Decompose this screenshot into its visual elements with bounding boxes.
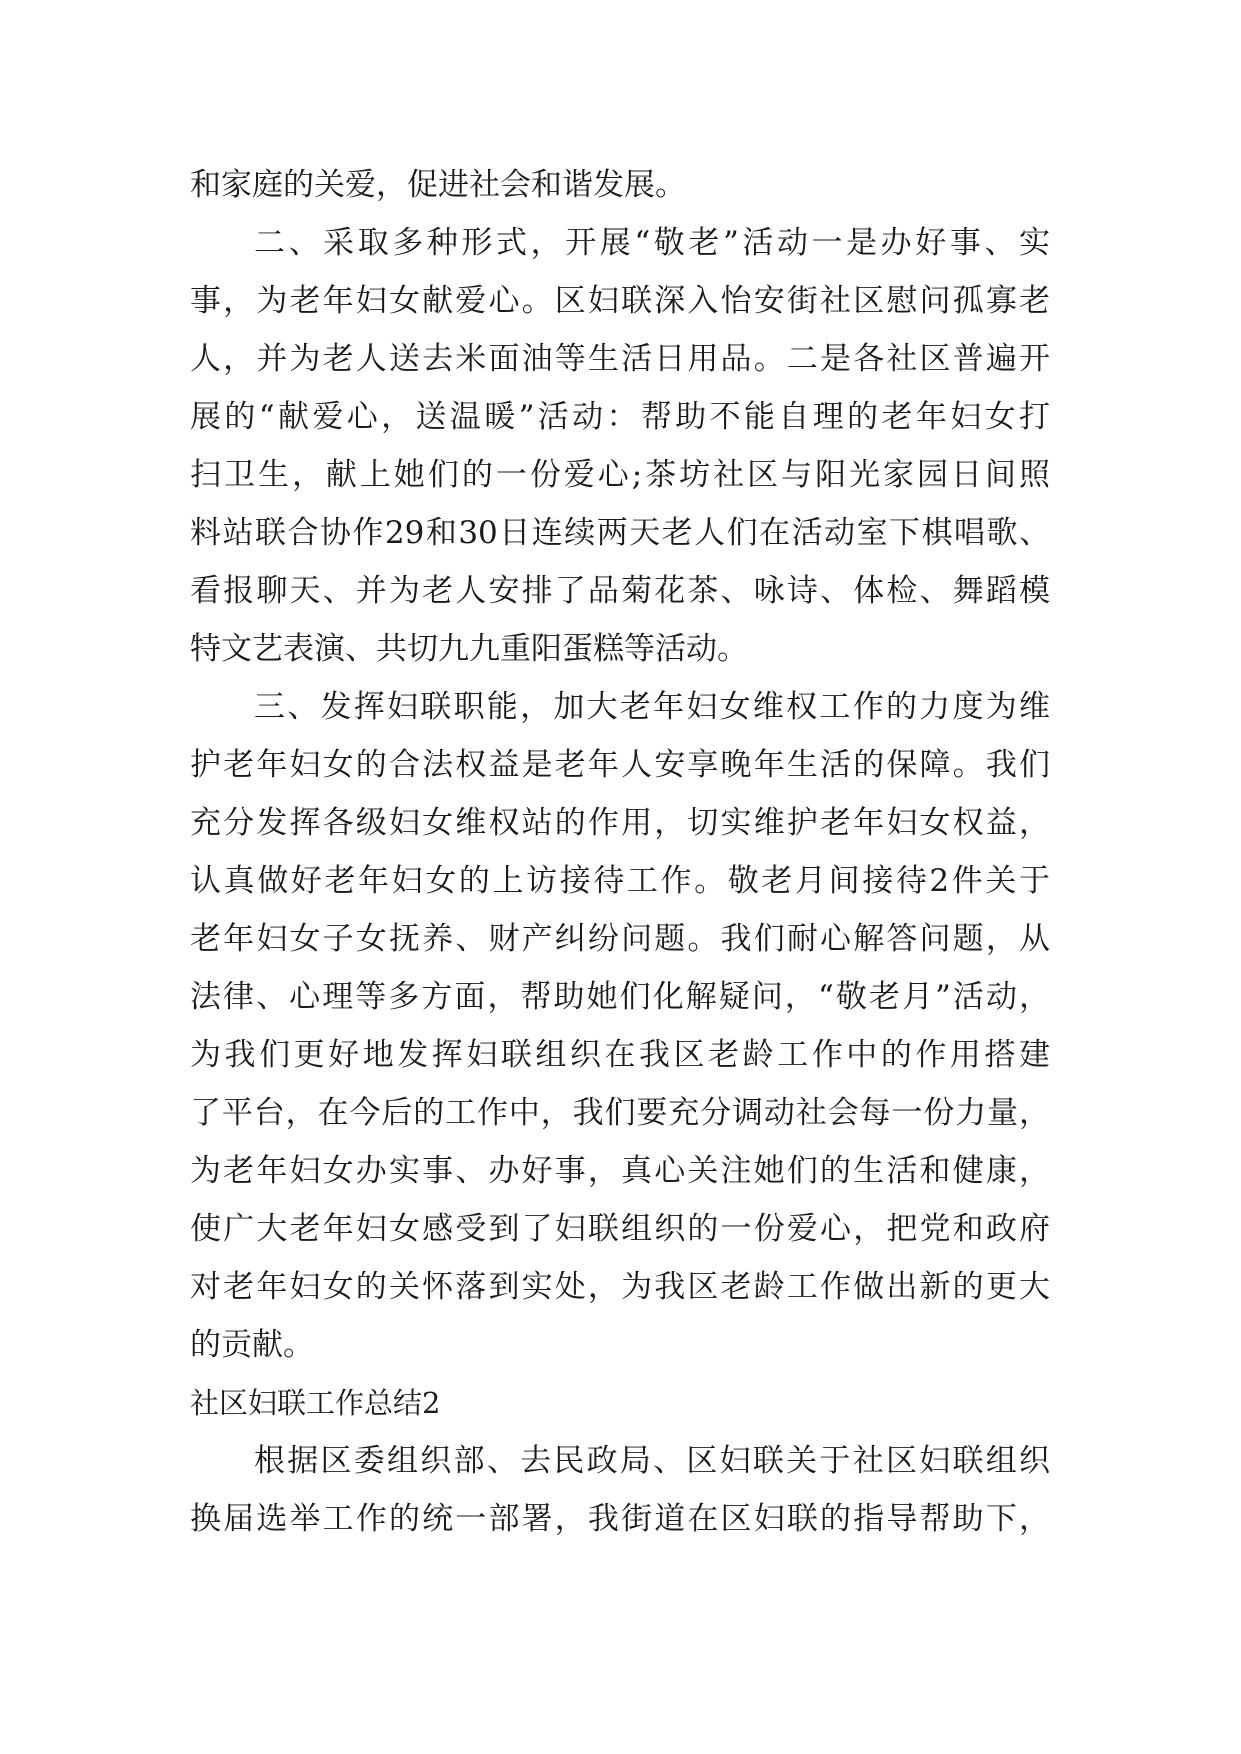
text-line: 的贡献。 [190,1327,314,1363]
text-line: 料站联合协作29和30日连续两天老人们在活动室下棋唱歌、 [190,515,1050,551]
text-line: 为我们更好地发挥妇联组织在我区老龄工作中的作用搭建 [190,1037,1050,1073]
text-line: 换届选举工作的统一部署，我街道在区妇联的指导帮助下， [190,1501,1050,1537]
document-body [190,156,1050,1548]
text-line: 使广大老年妇女感受到了妇联组织的一份爱心，把党和政府 [190,1211,1050,1247]
text-line: 展的“献爱心，送温暖”活动：帮助不能自理的老年妇女打 [190,399,1050,435]
text-line: 对老年妇女的关怀落到实处，为我区老龄工作做出新的更大 [190,1269,1050,1305]
text-line: 为老年妇女办实事、办好事，真心关注她们的生活和健康， [190,1153,1050,1189]
text-line: 特文艺表演、共切九九重阳蛋糕等活动。 [190,631,748,667]
text-line: 扫卫生，献上她们的一份爱心;茶坊社区与阳光家园日间照 [190,457,1050,493]
text-line: 三、发挥妇联职能，加大老年妇女维权工作的力度为维 [254,689,1050,725]
section-heading: 社区妇联工作总结2 [190,1386,441,1420]
text-line: 看报聊天、并为老人安排了品菊花茶、咏诗、体检、舞蹈模 [190,573,1050,609]
text-line: 老年妇女子女抚养、财产纠纷问题。我们耐心解答问题，从 [190,921,1050,957]
text-line: 法律、心理等多方面，帮助她们化解疑问，“敬老月”活动， [190,979,1050,1015]
text-line: 事，为老年妇女献爱心。区妇联深入怡安街社区慰问孤寡老 [190,283,1050,319]
intro-paragraph [190,156,1050,214]
text-line: 充分发挥各级妇女维权站的作用，切实维护老年妇女权益， [190,805,1050,841]
text-line: 人，并为老人送去米面油等生活日用品。二是各社区普遍开 [190,341,1050,377]
text-line: 和家庭的关爱，促进社会和谐发展。 [190,167,686,203]
section-4-paragraph [190,1432,1050,1548]
text-line: 认真做好老年妇女的上访接待工作。敬老月间接待2件关于 [190,863,1050,899]
text-line: 护老年妇女的合法权益是老年人安享晚年生活的保障。我们 [190,747,1050,783]
section-2-paragraph [190,214,1050,678]
text-line: 根据区委组织部、去民政局、区妇联关于社区妇联组织 [254,1443,1050,1479]
text-line: 二、采取多种形式，开展“敬老”活动一是办好事、实 [254,225,1050,261]
text-line: 了平台，在今后的工作中，我们要充分调动社会每一份力量， [190,1095,1050,1131]
section-3-paragraph [190,678,1050,1374]
